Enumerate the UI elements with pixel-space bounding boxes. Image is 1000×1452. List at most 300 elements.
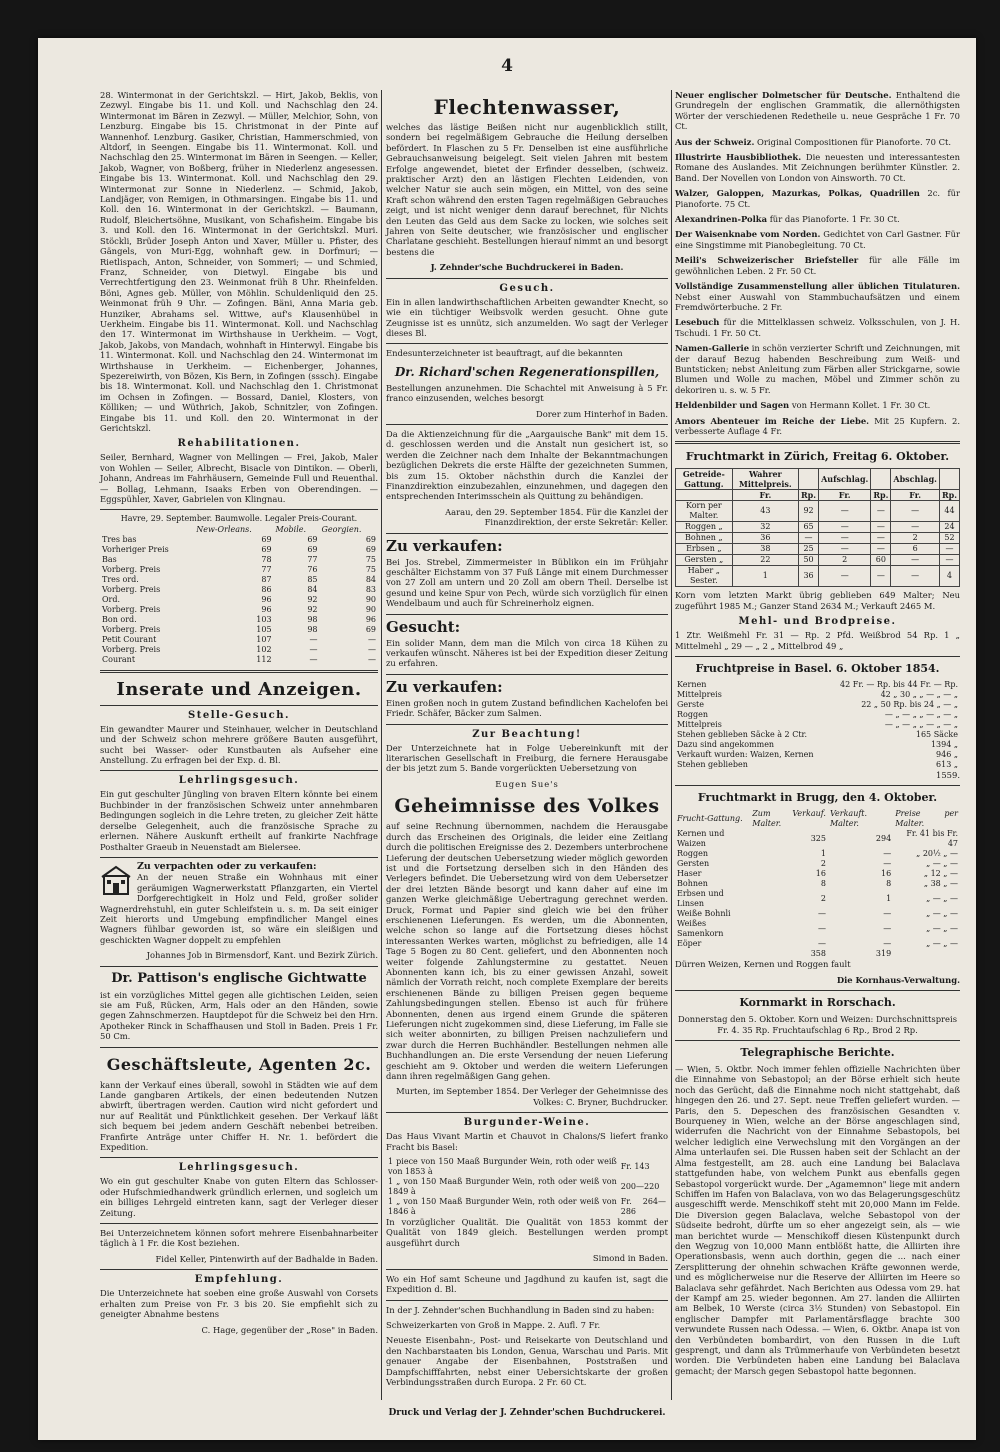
- market-heading: Kornmarkt in Rorschach.: [739, 996, 896, 1010]
- book-title: Neuer englischer Dolmetscher für Deutsche.: [675, 90, 892, 100]
- table-cell: Korn per Malter.: [676, 501, 733, 522]
- table-cell: Stehen geblieben: [677, 760, 748, 769]
- book-item: Neueste Eisenbahn-, Post- und Reisekarte von Deutschland und den Nachbarstaaten bis London, Genua, Warschau und Paris. Mit genauer Angabe der Eisenbahnen, Poststraßen und Dampfschifffahrten, nebst einer Uebersichtskarte der großen Verbindungsstraßen durch Europa. 2 Fr. 60 Ct.: [386, 1335, 668, 1387]
- table-row: [100, 595, 378, 605]
- table-cell: — „ — „ „ — „ — „: [884, 720, 958, 729]
- table-cell: Zum Verkauf. Malter.: [752, 809, 826, 829]
- table-cell: Tres ord.: [102, 574, 139, 584]
- table-cell: —: [939, 555, 959, 566]
- book-description: 2c. für Pianoforte. 75 Ct.: [675, 188, 960, 209]
- ad-heading: Empfehlung.: [194, 1274, 284, 1286]
- table-cell: 36: [732, 533, 798, 544]
- table-cell: 87: [261, 574, 272, 584]
- ad-signature: Johannes Job in Birmensdorf, Kant. und Bezirk Zürich.: [146, 950, 378, 961]
- table-row: [675, 829, 960, 849]
- table-cell: Mobile.: [275, 524, 307, 534]
- table-cell: Georgien.: [321, 524, 362, 534]
- table-cell: 52: [939, 533, 959, 544]
- divider: [386, 278, 668, 279]
- table-cell: 98: [307, 614, 318, 624]
- table-cell: 75: [365, 564, 376, 574]
- table-row: [675, 720, 960, 730]
- ad-text: Ein in allen landwirthschaftlichen Arbeiten gewandter Knecht, so wie ein tüchtiger Weibsvolk werden gesucht. Ohne gute Zeugnisse ist es unnütz, sich anzumelden. Wo sagt der Verleger dieses Bl.: [386, 296, 668, 338]
- table-cell: 42 „ 30 „ „ — „ — „: [880, 690, 958, 699]
- book-item: [675, 255, 960, 276]
- table-cell: Kernen: [677, 680, 707, 689]
- ad-text: Bestellungen anzunehmen. Die Schachtel mit Anweisung à 5 Fr. franco einzusenden, welches besorgt: [386, 382, 668, 404]
- divider: [386, 614, 668, 615]
- table-cell: Bohnen: [677, 879, 708, 889]
- table-cell: Bon ord.: [102, 614, 137, 624]
- table-row: [675, 710, 960, 720]
- divider: [100, 705, 378, 706]
- divider: [100, 1269, 378, 1270]
- table-row: [676, 533, 960, 544]
- divider: [100, 966, 378, 967]
- table-cell: 86: [261, 584, 272, 594]
- table-row: [676, 522, 960, 533]
- table-cell: Vorberg. Preis: [102, 584, 161, 594]
- ad-text: In vorzüglicher Qualität. Die Qualität von 1853 kommt der Qualität von 1849 gleich. Bestellungen werden prompt ausgeführt durch: [386, 1217, 668, 1248]
- book-title: Lesebuch: [675, 317, 720, 328]
- table-cell: —: [799, 533, 819, 544]
- table-row: [386, 1157, 668, 1177]
- table-cell: —: [819, 566, 871, 587]
- table-cell: [799, 469, 819, 490]
- ad-heading: Geheimnisse des Volkes: [394, 795, 660, 818]
- rehab-heading: Rehabilitationen.: [177, 438, 301, 450]
- table-cell: 102: [256, 644, 272, 654]
- ad-signature: Aarau, den 29. September 1854. Für die Kanzlei der Finanzdirektion, der erste Sekretär: Keller.: [445, 506, 668, 528]
- ad-heading: Geschäftsleute, Agenten 2c.: [106, 1054, 372, 1074]
- book-item: [675, 229, 960, 250]
- table-cell: 83: [365, 584, 376, 594]
- table-cell: 69: [307, 544, 318, 554]
- table-cell: —: [309, 644, 318, 654]
- table-cell: [100, 525, 194, 535]
- table-cell: —: [883, 924, 892, 934]
- book-list: [675, 90, 960, 436]
- table-row: [675, 740, 960, 750]
- divider: [386, 533, 668, 534]
- ad-signature: C. Hage, gegenüber der „Rose" in Baden.: [201, 1324, 378, 1335]
- table-cell: 50: [799, 555, 819, 566]
- table-row: [675, 919, 960, 939]
- ad-text: Wo ein gut geschulter Knabe von guten Eltern das Schlosser- oder Hufschmiedhandwerk gründlich erlernen, und sogleich um ein billiges Lehrgeld eintreten kann, sagt der Verleger dieser Zeitung.: [100, 1176, 378, 1218]
- table-cell: Gerste: [677, 700, 705, 709]
- table-cell: Haber „ Sester.: [676, 566, 733, 587]
- table-cell: Gersten: [677, 859, 710, 869]
- table-cell: „ — „ —: [926, 909, 958, 919]
- table-cell: Vorheriger Preis: [102, 544, 169, 554]
- wine-price-table: [386, 1157, 668, 1217]
- book-description: in schön verzierter Schrift und Zeichnungen, mit der darauf Bezug habenden Beschreibung zum Weiß- und Buntsticken; nebst Anleitung zum Färben aller Strickgarne, sowie Blumen und Wolle zu machen, Möbel und Zimmer schön zu dekoriren u. s. w. 5 Fr.: [675, 343, 960, 395]
- book-title: Meili's Schweizerischer Briefsteller: [675, 255, 859, 266]
- table-cell: Stehen geblieben Säcke à 2 Ctr.: [677, 730, 808, 739]
- table-cell: Haser: [677, 869, 702, 879]
- book-item: [675, 90, 960, 132]
- table-cell: —: [309, 634, 318, 644]
- table-cell: Rp.: [939, 490, 959, 501]
- book-description: von Hermann Kollet. 1 Fr. 30 Ct.: [791, 400, 931, 411]
- table-cell: Roggen: [677, 849, 708, 859]
- table-cell: Fr. 264—286: [620, 1197, 666, 1217]
- table-cell: 77: [261, 564, 272, 574]
- book-title: Walzer, Galoppen, Mazurkas, Polkas, Quadrillen: [675, 188, 920, 199]
- table-cell: —: [939, 544, 959, 555]
- table-cell: 165 Säcke: [915, 730, 958, 739]
- table-cell: Preise per Malter.: [895, 809, 958, 829]
- ad-text: ist ein vorzügliches Mittel gegen alle gichtischen Leiden, seien sie am Fuß, Rücken, Arm, Hals oder an den Händen, sowie gegen Zahnschmerzen. Hauptdepot für die Schweiz bei den Hrn. Apotheker Rinck in Schaffhausen und Stoll in Baden. Preis 1 Fr. 50 Cm.: [100, 989, 378, 1042]
- table-cell: —: [368, 634, 376, 644]
- table-cell: Courant: [102, 654, 136, 664]
- ad-heading: Burgunder-Weine.: [463, 1117, 591, 1129]
- table-cell: „ — „ —: [926, 859, 958, 869]
- table-row: [675, 939, 960, 949]
- table-cell: Verkauft wurden: Waizen, Kernen: [677, 750, 814, 759]
- house-icon: [100, 864, 132, 896]
- news-text: — Wien, 5. Oktbr. Noch immer fehlen offizielle Nachrichten über die Einnahme von Sebastopol; an der Börse erhielt sich heute noch das Gerücht, daß die Einnahme noch nicht stattgehabt, daß hingegen den 26. und 27. Sept. neue Treffen geliefert wurden. — Paris, den 5. Depeschen des französischen Gesandten v. Bourqueney in Wien, welche an der Börse angeschlagen sind, widerrufen die Nachricht von der Einnahme Sebastopols, bei welcher lediglich eine Verwechslung mit den Vorgängen an der Alma unterlaufen sei. Die Russen haben seit der Schlacht an der Alma festgestellt, am 28. auch eine Landung bei Balaclava stattgefunden habe, von welchem Punkt aus ebenfalls gegen Sebastopol vorgerückt wurde. Der „Agamemnon" liege mit andern Schiffen im Hafen von Balaclava, von wo das Belagerungsgeschütz ausgeschifft werde. Menschikoff steht mit 20,000 Mann im Felde. Die Diversion gegen Balaclava, welche Sebastopol von der Südseite bedroht, dürfte um so eher angezeigt sein, als — wie man berichtet wurde — Menschikoff diesen Küstenpunkt durch den Wegzug von 10,000 Mann entblößt hatte, die Alliirten ihre Operationsbasis, wenn auch dorthin, gegen die ... nach einer Zersplitterung der ohnehin schwachen Kräfte gewonnen werde, und es möglicherweise nur die Reserve der Alliirten im Heere so Balaclava sehr gefährdet. Nach Berichten aus Odessa vom 29. hat der Kampf am 25. wieder begonnen. Am 27. landen die Alliirten am Belbek, 10 Werste (circa 3½ Stunden) von Sebastopol. Ein englischer Dampfer mit Parlamentärsflagge brachte 300 verwundete Russen nach Odessa. — Wien, 6. Oktbr. Anapa ist von den Verbündeten bombardirt, von den Russen in die Luft gesprengt, und dann als Trümmerhaufe von Verbündeten besetzt worden. Die Verbündeten haben eine Landung bei Balaclava gemacht; der Marsch gegen Sebastopol hatte begonnen.: [675, 1064, 960, 1376]
- table-row: [100, 645, 378, 655]
- table-cell: Abschlag.: [891, 469, 940, 490]
- table-cell: Erbsen und Linsen: [677, 889, 724, 909]
- book-title: Heldenbilder und Sagen: [675, 400, 790, 411]
- table-cell: 294: [875, 834, 892, 844]
- table-cell: 90: [365, 604, 376, 614]
- divider: [675, 785, 960, 786]
- table-cell: 4: [939, 566, 959, 587]
- table-row: [100, 545, 378, 555]
- market-note: Dürren Weizen, Kernen und Roggen fault: [675, 959, 851, 970]
- book-title: Aus der Schweiz.: [675, 136, 755, 147]
- ad-signature: J. Zehnder'sche Buchdruckerei in Baden.: [430, 262, 624, 273]
- brugg-total-sold: 319: [875, 949, 892, 959]
- book-item: [675, 214, 960, 224]
- market-signature: Die Kornhaus-Verwaltung.: [836, 974, 960, 985]
- table-row: [100, 655, 378, 665]
- ad-signature: Dorer zum Hinterhof in Baden.: [536, 408, 668, 419]
- table-cell: —: [891, 555, 940, 566]
- table-cell: 24: [939, 522, 959, 533]
- table-cell: Eöper: [677, 939, 702, 949]
- table-cell: Wahrer Mittelpreis.: [732, 469, 798, 490]
- table-cell: Rp.: [799, 490, 819, 501]
- table-cell: 16: [881, 869, 892, 879]
- book-title: Amors Abenteuer im Reiche der Liebe.: [675, 415, 870, 426]
- table-cell: Dazu sind angekommen: [677, 740, 775, 749]
- ad-text: auf seine Rechnung übernommen, nachdem die Herausgabe durch das Erscheinen des Originals, die leider eine Zeitlang durch die politischen Ereignisse des 2. Dezembers unterbrochene Lieferung der deutschen Uebersetzung wieder möglich geworden ist und die Fortsetzung derselben sich in den Händen des Verlegers befindet. Die Uebersetzung wird von dem Uebersetzer der drei letzten Bände besorgt und kann daher auf eine im ganzen Werke gleichmäßige Uebertragung gerechnet werden. Druck, Format und Papier sind gleich wie bei den früher erschienenen Lieferungen. Es werden, um die Abonnenten, welche schon so lange auf die Fortsetzung dieses höchst interessanten Werkes warten, möglichst zu befriedigen, alle 14 Tage 5 Bogen zu 80 Cent. geliefert, und den Abonnenten noch weiter folgende Zahlungstermine zu gestattet. Neuen Abonnenten kann ich, bis zu einer gewissen Anzahl, soweit nämlich der Vorrath reicht, noch complete Exemplare der bereits erschienenen Bände zu billigen Preisen gegen bequeme Zahlungsbedingungen stellen. Ebenso ist auch für frühere Abonnenten, denen aus irgend einem Grunde die späteren Lieferungen nicht zugekommen sind, diese Lieferung, im Falle sie sich weiter abonnirten, zu billigen Preisen nachzuliefern und zwar durch die Herren Buchhändler. Bestellungen nehmen alle Buchhandlungen an. Die erste Versendung der neuen Lieferung geschieht am 9. Oktober und werden die weitern Lieferungen dann ihren regelmäßigen Gang gehen.: [386, 821, 668, 1082]
- market-heading: Fruchtmarkt in Brugg, den 4. Oktober.: [697, 791, 938, 805]
- divider: [100, 1157, 378, 1158]
- table-cell: Vorberg. Preis: [102, 604, 161, 614]
- table-cell: 1: [820, 849, 826, 859]
- table-row: [676, 544, 960, 555]
- table-cell: 325: [810, 834, 826, 844]
- divider: [100, 770, 378, 771]
- table-cell: —: [891, 501, 940, 522]
- divider: [675, 1040, 960, 1041]
- table-row: [675, 909, 960, 919]
- table-cell: —: [871, 544, 891, 555]
- table-cell: Vorberg. Preis: [102, 644, 161, 654]
- divider: [675, 990, 960, 991]
- table-cell: Rp.: [871, 490, 891, 501]
- brugg-total-offered: 358: [810, 949, 826, 959]
- table-cell: Kernen und Waizen: [677, 829, 725, 849]
- table-row: [100, 555, 378, 565]
- book-title: Der Waisenknabe vom Norden.: [675, 229, 821, 240]
- ad-heading: Dr. Richard'schen Regenerationspillen,: [394, 364, 660, 379]
- table-cell: —: [871, 501, 891, 522]
- table-cell: 92: [799, 501, 819, 522]
- book-item: [675, 400, 960, 410]
- table-cell: Erbsen „: [676, 544, 733, 555]
- table-cell: [939, 469, 959, 490]
- ad-text: kann der Verkauf eines überall, sowohl in Städten wie auf dem Lande gangbaren Artikels, der einen bedeutenden Nutzen abwirft, übertragen werden. Caution wird nicht gefordert und nur auf Realität und Pünktlichkeit gesehen. Der Verkauf läßt sich bequem bei jedem andern Geschäft nebenbei betreiben. Franfirte Anträge unter Chiffer H. Nr. 1. befördert die Expedition.: [100, 1079, 378, 1153]
- book-description: Enthaltend die Grundregeln der englischen Grammatik, die allernöthigsten Wörter der verschiedenen Redetheile u. neue Gespräche 1 Fr. 70 Ct.: [675, 90, 960, 132]
- table-cell: Verkauft. Malter.: [829, 809, 868, 829]
- divider: [386, 343, 668, 344]
- table-cell: 25: [799, 544, 819, 555]
- table-cell: Fr. 143: [620, 1162, 650, 1172]
- zurich-market-table: [675, 468, 960, 587]
- book-item: [675, 152, 960, 183]
- book-title: Alexandrinen-Polka: [675, 214, 768, 225]
- table-cell: 69: [365, 624, 376, 634]
- newspaper-page: [38, 38, 976, 1440]
- table-row: [100, 535, 378, 545]
- table-cell: —: [883, 849, 892, 859]
- column-divider: [671, 90, 672, 1400]
- table-row: [676, 566, 960, 587]
- table-cell: 1: [732, 566, 798, 587]
- table-cell: 69: [261, 544, 272, 554]
- table-cell: 92: [307, 594, 318, 604]
- table-cell: 2: [820, 894, 826, 904]
- ad-text: welches das lästige Beißen nicht nur augenblicklich stillt, sondern bei regelmäßigem Gebrauche die Heilung derselben befördert. In Flaschen zu 5 Fr. Denselben ist eine ausführliche Gebrauchsanweisung beigelegt. Seit vielen Jahren mit bestem Erfolge angewendet, bietet der Erfinder desselben, (schweiz. praktischer Arzt) den an lästigen Flechten Leidenden, von welcher Natur sie auch sein mögen, ein Mittel, von des seine Kraft schon während den ersten Tagen regelmäßigen Gebrauches zeigt, und ist nicht weniger denn darauf berechnet, für Nichts den Leuten das Geld aus dem Sacke zu locken, wie solches seit Jahren von Seite deutscher, wie französischer und englischer Charlatane geschieht. Bestellungen hierauf nimmt an und besorgt bestens die: [386, 122, 668, 257]
- ad-signature: Simond in Baden.: [592, 1253, 668, 1264]
- table-row: [676, 501, 960, 522]
- table-row: [100, 585, 378, 595]
- table-cell: —: [883, 859, 892, 869]
- table-cell: „ 20½ „ —: [916, 849, 958, 859]
- table-cell: Petit Courant: [102, 634, 157, 644]
- table-row: [386, 1197, 668, 1217]
- ad-text: Wo ein Hof samt Scheune und Jagdhund zu kaufen ist, sagt die Expedition d. Bl.: [386, 1273, 668, 1295]
- book-description: Nebst einer Auswahl von Stammbuchaufsätzen und einem Fremdwörterbuche. 2 Fr.: [675, 291, 960, 312]
- table-cell: Bohnen „: [676, 533, 733, 544]
- market-heading: Fruchtmarkt in Zürich, Freitag 6. Oktober.: [685, 450, 950, 464]
- table-cell: Weiße Bohnli: [677, 909, 731, 919]
- book-description: für das Pianoforte. 1 Fr. 30 Ct.: [769, 214, 900, 225]
- market-total: 1559.: [936, 770, 960, 780]
- divider: [386, 1112, 668, 1113]
- column-left: [100, 90, 378, 1340]
- ad-text: Die Unterzeichnete hat soeben eine große Auswahl von Corsets erhalten zum Preise von Fr. 3 bis 20. Sie empfiehlt sich zu geneigter Abnahme bestens: [100, 1288, 378, 1320]
- table-cell: 22: [732, 555, 798, 566]
- table-cell: Bas: [102, 554, 117, 564]
- table-cell: Ord.: [102, 594, 121, 604]
- table-cell: 43: [732, 501, 798, 522]
- book-title: Vollständige Zusammenstellung aller üblichen Titulaturen.: [675, 281, 960, 292]
- ad-heading: Gesucht:: [386, 617, 461, 636]
- bankruptcy-notices: 28. Wintermonat in der Gerichtskzl. — Hirt, Jakob, Beklis, von Zezwyl. Eingabe bis 11. und Koll. und Nachschlag den 24. Wintermonat im Bären in Zezwyl. — Müller, Melchior, Sohn, von Lenzburg. Eingabe bis 15. Christmonat in der Pinte auf Wannenhof. Lenzburg. Gasiker, Christian, Hammerschmied, von Altdorf, in Seengen. Eingabe bis 11. Wintermonat. Koll. und Nachschlag den 25. Wintermonat im Bären in Seengen. — Keller, Jakob, Wagner, von Boßberg, früher in Niederlenz angesessen. Eingabe bis 13. Wintermonat. Koll. und Nachschlag den 29. Wintermonat zur Sonne in Niederlenz. — Schmid, Jakob, Landjäger, von Remigen, in Othmarsingen. Eingabe bis 11. und Koll. den 16. Wintermonat in der Gerichtskzl. — Baumann, Rudolf, Bleichertsöhne, Musikant, von Schafisheim. Eingabe bis 3. und Koll. den 16. Wintermonat in der Gerichtskzl. Muri. Stöckli, Brüder Joseph Anton und Xaver, Müller u. Pfister, des Gängels, von Muri-Egg, wohnhaft gew. in Dorfmuri; — Rietlispach, Anton, Schneider, von Sommeri; — und Schmied, Franz, Schneider, von Dietwyl. Eingabe bis und Verrechtfertigung den 23. Weinmonat früh 8 Uhr. Rheinfelden. Böni, Agnes geb. Müller, von Möhlin. Schuldenliquid den 25. Weinmonat früh 9 Uhr. — Zofingen. Bäni, Anna Maria geb. Hunziker, Abrahams sel. Wittwe, auf's Klausenhübel in Uerkheim. Eingabe bis 11. Wintermonat. Koll. und Nachschlag den 17. Wintermonat im Wirthshause in Uerkheim. — Vogt, Jakob, Jakobs, von Mandach, wohnhaft in Hinterwyl. Eingabe bis 11. Wintermonat. Koll. und Nachschlag den 24. Wintermonat im Wirthshause in Uerkheim. — Eichenberger, Johannes, Spezereiwirth, von Bözen, Kis Bern, in Zofingen (sssch). Eingabe bis 18. Wintermonat. Koll. und Nachschlag den 1. Christmonat im Ochsen in Zofingen. — Bossard, Daniel, Klosters, von Kölliken; — und Wüthrich, Jakob, Schnitzler, von Zofingen. Eingabe bis 11. und Koll. den 20. Wintermonat in der Gerichtskzl.: [100, 90, 378, 433]
- divider: [100, 1047, 378, 1048]
- page-number: 4: [501, 56, 513, 76]
- ad-heading: Gesuch.: [499, 282, 555, 294]
- table-row: [675, 700, 960, 710]
- column-right: [675, 90, 960, 1381]
- table-cell: 6: [891, 544, 940, 555]
- ad-heading: Zur Beachtung!: [472, 728, 582, 740]
- divider: [100, 670, 378, 673]
- table-cell: 8: [820, 879, 826, 889]
- table-cell: „ — „ —: [926, 924, 958, 934]
- table-cell: Vorberg. Preis: [102, 564, 161, 574]
- table-cell: Roggen „: [676, 522, 733, 533]
- divider: [386, 1269, 668, 1270]
- market-note: 1 Ztr. Weißmehl Fr. 31 — Rp. 2 Pfd. Weißbrod 54 Rp. 1 „ Mittelmehl „ 29 — „ 2 „ Mittelbrod 49 „: [675, 630, 960, 651]
- ad-heading: Flechtenwasser,: [433, 95, 621, 119]
- table-cell: —: [871, 533, 891, 544]
- book-description: für alle Fälle im gewöhnlichen Leben. 2 Fr. 50 Ct.: [675, 255, 960, 276]
- book-item: [675, 343, 960, 395]
- table-cell: 103: [256, 614, 272, 624]
- table-cell: 76: [307, 564, 318, 574]
- table-cell: 1394 „: [930, 740, 958, 749]
- table-cell: —: [817, 939, 826, 949]
- book-title: Illustrirte Hausbibliothek.: [675, 152, 802, 163]
- divider: [675, 656, 960, 657]
- table-cell: 65: [799, 522, 819, 533]
- divider: [386, 1300, 668, 1301]
- book-item: [675, 281, 960, 312]
- table-cell: 69: [261, 534, 272, 544]
- book-item: Schweizerkarten von Groß in Mappe. 2. Aufl. 7 Fr.: [386, 1319, 601, 1330]
- rehab-text: Seiler, Bernhard, Wagner von Mellingen — Frei, Jakob, Maler von Wohlen — Seiler, Albrecht, Bisacle von Dintikon. — Oberli, Johann, Andreas im Fahrhäusern, Gemeinde Full und Reuenthal. — Bollag, Lehmann, Isaaks Erben von Oberendingen. — Eggspühler, Xaver, Gabrielen von Klingnau.: [100, 452, 378, 505]
- table-cell: Fr. 41 bis Fr. 47: [906, 829, 958, 849]
- ad-author: Eugen Sue's: [495, 778, 559, 789]
- table-cell: —: [817, 909, 826, 919]
- imprint-footer: Druck und Verlag der J. Zehnder'schen Buchdruckerei.: [388, 1408, 666, 1418]
- cotton-price-table: [100, 525, 378, 665]
- table-cell: „ 12 „ —: [923, 869, 958, 879]
- table-row: [676, 555, 960, 566]
- ad-text: Einen großen noch in gutem Zustand befindlichen Kachelofen bei Friedr. Schäfer, Bäcker zum Salmen.: [386, 697, 668, 719]
- table-cell: 32: [732, 522, 798, 533]
- table-cell: 2: [891, 533, 940, 544]
- table-cell: 107: [256, 634, 272, 644]
- book-description: für die Mittelklassen schweiz. Volksschulen, von J. H. Tschudi. 1 Fr. 50 Ct.: [675, 317, 960, 338]
- table-cell: 22 „ 50 Rp. bis 24 „ — „: [861, 700, 958, 709]
- news-heading: Telegraphische Berichte.: [740, 1046, 895, 1060]
- ad-text: Bei Jos. Strebel, Zimmermeister in Büblikon ein im Frühjahr geschälter Eichstamm von 37 Fuß Länge mit einem Durchmesser von 27 Zoll am untern und 20 Zoll am obern Theil. Derselbe ist gesund und keine Spur von Pech, würde sich vorzüglich für einen Wendelbaum und auch für Schreinerholz eignen.: [386, 556, 668, 609]
- table-row: [100, 565, 378, 575]
- table-cell: 69: [307, 534, 318, 544]
- ad-heading: Dr. Pattison's englische Gichtwatte: [111, 970, 367, 986]
- book-item: [675, 317, 960, 338]
- table-cell: —: [891, 566, 940, 587]
- table-cell: —: [871, 522, 891, 533]
- table-cell: 1 „ von 150 Maaß Burgunder Wein, roth oder weiß von 1849 à: [388, 1177, 617, 1197]
- table-cell: Getreide-Gattung.: [676, 469, 733, 490]
- divider: [386, 424, 668, 425]
- market-note: Korn vom letzten Markt übrig geblieben 649 Malter; Neu zugeführt 1985 M.; Ganzer Stand 2634 M.; Verkauft 2465 M.: [675, 590, 960, 611]
- table-cell: Fr.: [732, 490, 798, 501]
- table-cell: —: [819, 533, 871, 544]
- table-cell: 946 „: [936, 750, 958, 759]
- table-cell: 90: [365, 594, 376, 604]
- table-cell: Mittelpreis: [677, 690, 722, 699]
- table-row: [386, 1177, 668, 1197]
- book-item: [675, 416, 960, 437]
- ad-signature: Murten, im September 1854. Der Verleger der Geheimnisse des Volkes: C. Bryner, Buchdrucker.: [396, 1086, 668, 1107]
- ad-text: An der neuen Straße ein Wohnhaus mit einer geräumigen Wagnerwerkstatt Pflanzgarten, ein Viertel Dorfgerechtigkeit in Holz und Feld, großer solider Wagnerdrehstuhl, ein guter Schleifstein u. s. m. Da seit einiger Zeit hierorts und Umgebung empfindlicher Mangel eines Wagners fühlbar geworden ist, so wäre ein sleißigen und geschickten Wagner doppelt zu empfehlen: [100, 872, 378, 945]
- table-row: [675, 750, 960, 760]
- table-cell: 2: [820, 859, 826, 869]
- market-heading: Mehl- und Brodpreise.: [738, 616, 897, 628]
- table-row: [675, 869, 960, 879]
- table-cell: „ 38 „ —: [923, 879, 958, 889]
- table-cell: 38: [732, 544, 798, 555]
- table-cell: 42 Fr. — Rp. bis 44 Fr. — Rp.: [840, 680, 958, 689]
- table-cell: —: [871, 566, 891, 587]
- ad-heading: Zu verkaufen:: [386, 536, 503, 555]
- ad-text: Der Unterzeichnete hat in Folge Uebereinkunft mit der literarischen Gesellschaft in Freiburg, die fernere Herausgabe der bis jetzt zum 5. Bande vorgerückten Uebersetzung von: [386, 742, 668, 774]
- table-cell: Mittelpreis: [677, 720, 722, 729]
- table-cell: Weißes Samenkorn: [677, 919, 724, 939]
- table-cell: — „ — „ „ — „ — „: [884, 710, 958, 719]
- table-cell: 84: [365, 574, 376, 584]
- book-description: Original Compositionen für Pianoforte. 70 Ct.: [757, 136, 952, 147]
- table-cell: —: [883, 939, 892, 949]
- table-row: [675, 690, 960, 700]
- table-row: [675, 889, 960, 909]
- table-cell: New-Orleans.: [196, 524, 252, 534]
- table-row: [100, 575, 378, 585]
- table-row: [675, 879, 960, 889]
- table-cell: —: [819, 522, 871, 533]
- table-cell: Frucht-Gattung.: [677, 814, 743, 824]
- table-cell: „ — „ —: [926, 939, 958, 949]
- table-row: [675, 760, 960, 770]
- table-cell: „ — „ —: [926, 894, 958, 904]
- table-cell: —: [817, 924, 826, 934]
- ad-text: Ein gut geschulter Jüngling von braven Eltern könnte bei einem Buchbinder in der französischen Schweiz unter annehmbaren Bedingungen sogleich in die Lehre treten, zu gleicher Zeit hätte derselbe Gelegenheit, auch die französische Sprache zu erlernen. Nähere Auskunft ertheilt auf frankirte Nachfrage Posthalter Graeub in Neuenstadt am Bielersee.: [100, 789, 378, 852]
- table-row: [675, 680, 960, 690]
- table-cell: —: [368, 644, 376, 654]
- ad-heading: Lehrlingsgesuch.: [178, 775, 300, 787]
- table-cell: 1 „ von 150 Maaß Burgunder Wein, roth oder weiß von 1846 à: [388, 1197, 617, 1217]
- table-cell: 69: [365, 544, 376, 554]
- ad-heading: Zu verpachten oder zu verkaufen:: [137, 860, 317, 872]
- table-cell: —: [309, 654, 318, 664]
- table-row: [100, 635, 378, 645]
- table-cell: 200—220: [620, 1182, 660, 1192]
- table-cell: 613 „: [936, 760, 958, 769]
- book-title: Namen-Gallerie: [675, 343, 750, 354]
- table-cell: —: [883, 909, 892, 919]
- table-cell: [676, 490, 733, 501]
- table-cell: 77: [307, 554, 318, 564]
- divider: [386, 674, 668, 675]
- table-cell: 84: [307, 584, 318, 594]
- table-cell: 2: [819, 555, 871, 566]
- market-note: Donnerstag den 5. Oktober. Korn und Weizen: Durchschnittspreis Fr. 4. 35 Rp. Fruchtaufschlag 6 Rp., Brod 2 Rp.: [677, 1014, 957, 1035]
- table-cell: 85: [307, 574, 318, 584]
- table-cell: 44: [939, 501, 959, 522]
- section-heading-ads: Inserate und Anzeigen.: [116, 678, 362, 700]
